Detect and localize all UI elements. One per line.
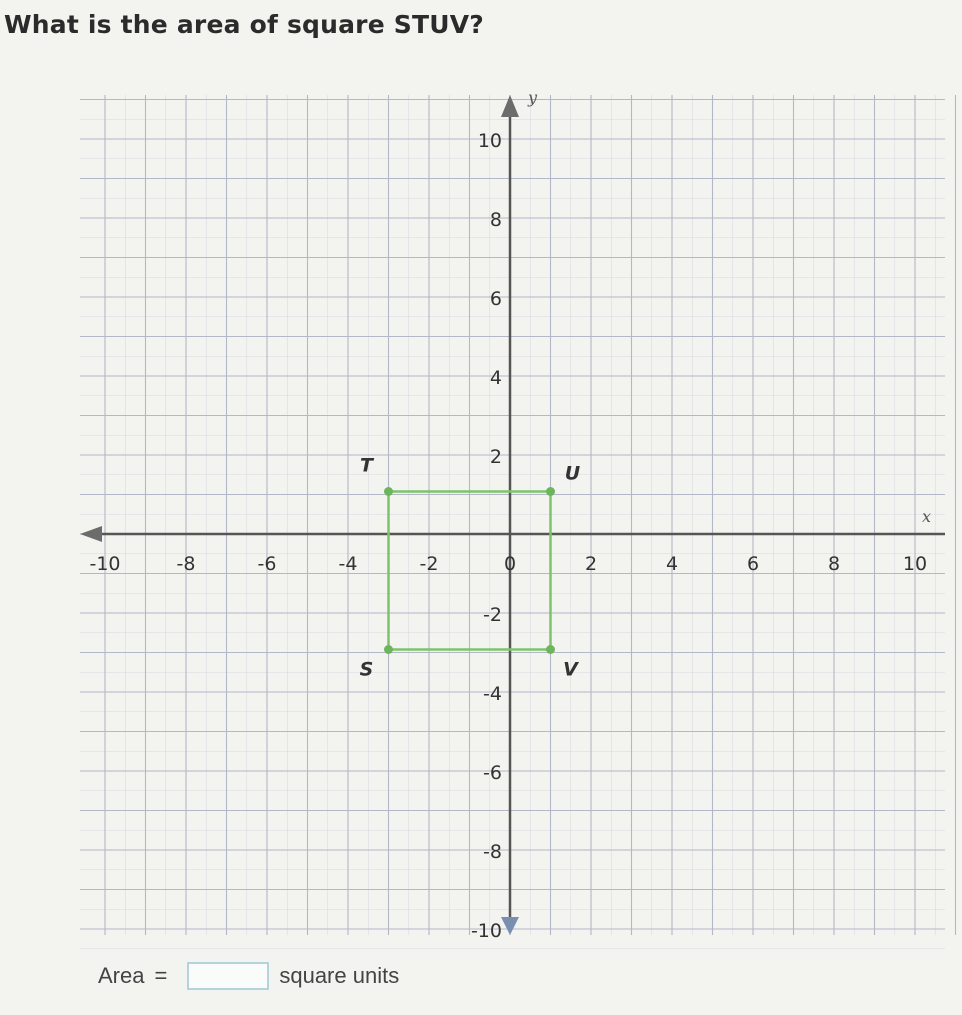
x-tick-label: -8 <box>176 553 196 575</box>
y-axis-up-arrow <box>501 95 519 117</box>
y-axis-label: y <box>528 88 538 107</box>
x-axis-left-arrow <box>80 526 102 542</box>
vertex-point <box>384 487 393 496</box>
y-tick-label: 10 <box>477 130 502 152</box>
units-label: square units <box>279 963 400 988</box>
x-tick-label: 10 <box>902 553 928 575</box>
question-text: What is the area of square STUV? <box>4 10 484 39</box>
y-axis-down-arrow <box>501 917 519 935</box>
y-tick-label: -2 <box>483 604 502 626</box>
x-axis-label: x <box>922 507 932 526</box>
vertex-label: S <box>359 658 374 681</box>
vertex-label: V <box>563 658 578 681</box>
y-tick-label: 8 <box>489 209 502 231</box>
x-tick-label: -6 <box>257 553 277 575</box>
x-tick-label: 8 <box>827 553 841 575</box>
answer-row <box>98 962 399 990</box>
area-label: Area <box>98 963 145 988</box>
x-tick-label: -4 <box>338 553 358 575</box>
equals-sign: = <box>154 963 168 988</box>
y-tick-label: -10 <box>470 920 502 942</box>
x-tick-label: -10 <box>89 553 121 575</box>
x-tick-label: 2 <box>584 553 598 575</box>
y-tick-label: 6 <box>489 288 502 310</box>
x-tick-label: 0 <box>503 553 517 575</box>
area-answer-input[interactable] <box>187 962 269 990</box>
vertex-point <box>546 487 555 496</box>
vertex-point <box>384 645 393 654</box>
x-tick-label: -2 <box>419 553 439 575</box>
x-tick-label: 4 <box>665 553 679 575</box>
y-tick-label: -6 <box>483 762 502 784</box>
y-tick-label: -4 <box>483 683 502 705</box>
y-tick-label: 4 <box>489 367 502 389</box>
vertex-label: T <box>360 454 373 477</box>
x-tick-label: 6 <box>746 553 760 575</box>
vertex-point <box>546 645 555 654</box>
y-tick-label: 2 <box>489 446 502 468</box>
vertex-label: U <box>564 462 581 485</box>
y-tick-label: -8 <box>483 841 502 863</box>
